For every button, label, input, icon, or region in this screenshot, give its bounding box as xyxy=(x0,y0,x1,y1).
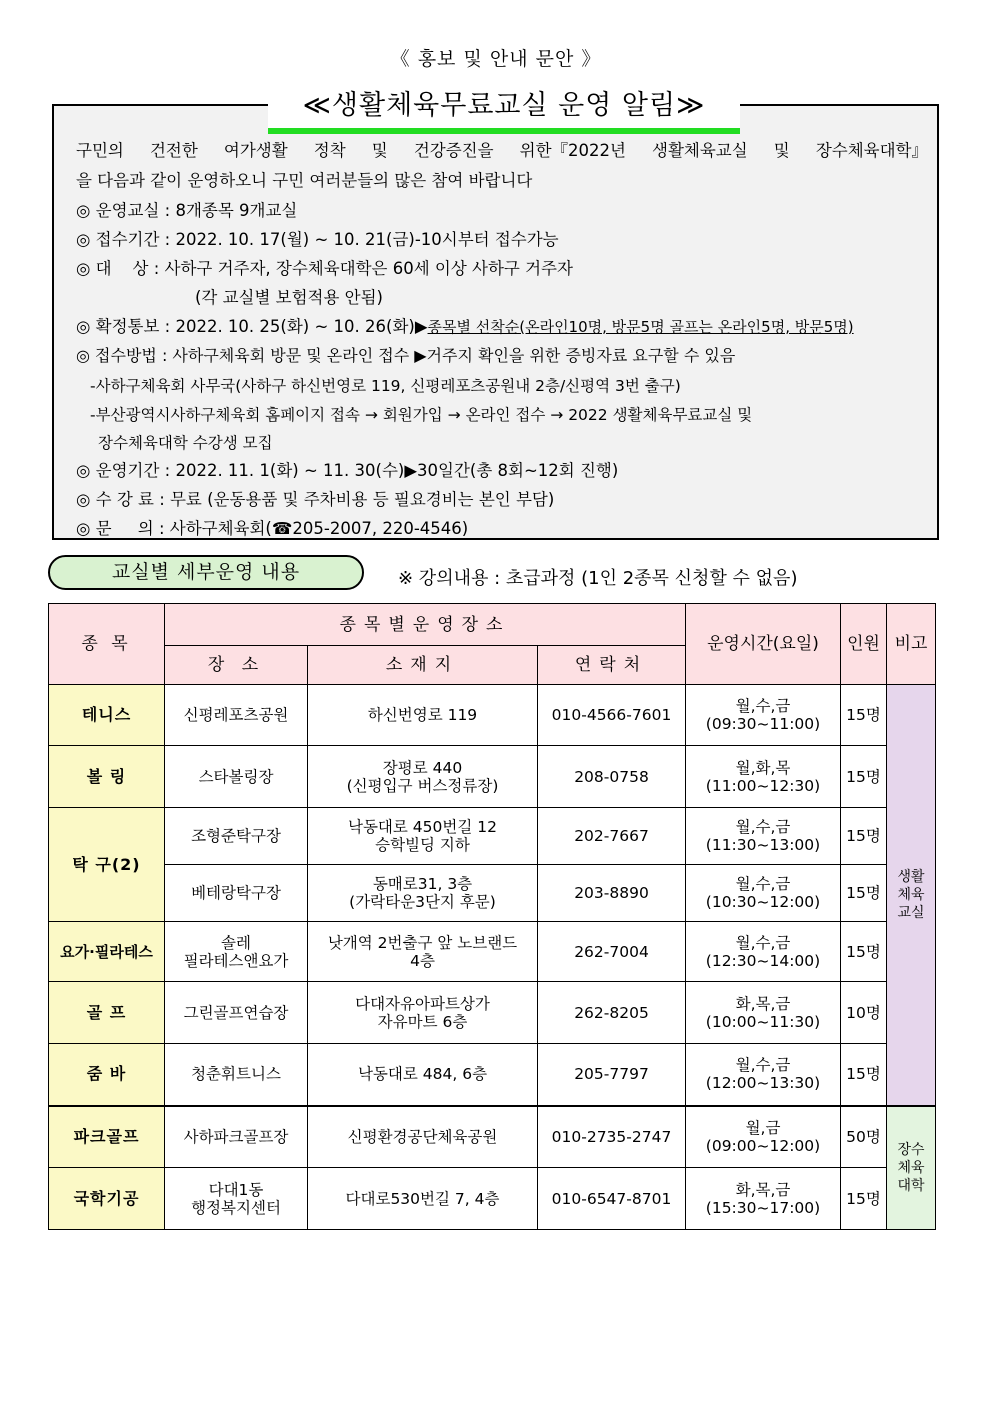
notice-confirm-dates: ◎ 확정통보 : 2022. 10. 25(화) ~ 10. 26(화)▶ xyxy=(76,317,428,336)
main-title: ≪생활체육무료교실 운영 알림≫ xyxy=(302,90,706,121)
place-cell: 사하파크골프장 xyxy=(165,1106,308,1168)
intro-word: 및 xyxy=(773,141,790,160)
phone-cell: 205-7797 xyxy=(538,1044,686,1106)
notice-intro-line-2: 을 다음과 같이 운영하오니 구민 여러분들의 많은 참여 바랍니다 xyxy=(76,171,533,190)
intro-word: 여가생활 xyxy=(223,141,288,160)
address-cell: 하신번영로 119 xyxy=(308,685,538,746)
address-cell: 낙동대로 484, 6층 xyxy=(308,1044,538,1106)
notice-fee: ◎ 수 강 료 : 무료 (운동용품 및 주차비용 등 필요경비는 본인 부담) xyxy=(76,490,555,509)
header-capacity: 인원 xyxy=(841,604,887,685)
phone-cell: 010-2735-2747 xyxy=(538,1106,686,1168)
phone-cell: 010-6547-8701 xyxy=(538,1168,686,1230)
header-venue-group: 종목별운영장소 xyxy=(165,604,686,646)
intro-word: 위한『2022년 xyxy=(519,141,626,160)
place-cell: 청춘휘트니스 xyxy=(165,1044,308,1106)
phone-cell: 208-0758 xyxy=(538,746,686,808)
phone-cell: 203-8890 xyxy=(538,865,686,922)
capacity-cell: 15명 xyxy=(841,865,887,922)
address-cell: 장평로 440 (신평입구 버스정류장) xyxy=(308,746,538,808)
time-cell: 월,수,금 (11:30~13:00) xyxy=(686,808,841,865)
header-phone: 연락처 xyxy=(538,646,686,685)
notice-reception-period: ◎ 접수기간 : 2022. 10. 17(월) ~ 10. 21(금)-10시부터 접수가능 xyxy=(76,230,559,249)
phone-cell: 262-7004 xyxy=(538,922,686,982)
notice-confirm xyxy=(76,317,854,337)
sport-cell: 골 프 xyxy=(49,982,165,1044)
table-row xyxy=(49,808,936,865)
notice-method: ◎ 접수방법 : 사하구체육회 방문 및 온라인 접수 ▶거주지 확인을 위한 증빙자료 요구할 수 있음 xyxy=(76,346,736,365)
header-sport: 종 목 xyxy=(49,604,165,685)
address-cell: 신평환경공단체육공원 xyxy=(308,1106,538,1168)
intro-word: 구민의 xyxy=(76,141,124,160)
time-cell: 월,금 (09:00~12:00) xyxy=(686,1106,841,1168)
header-address: 소재지 xyxy=(308,646,538,685)
section-note: ※ 강의내용 : 초급과정 (1인 2종목 신청할 수 없음) xyxy=(398,568,798,589)
capacity-cell: 15명 xyxy=(841,808,887,865)
page-top-title: 《 홍보 및 안내 문안 》 xyxy=(390,48,602,70)
section-title-pill: 교실별 세부운영 내용 xyxy=(48,555,364,590)
sport-cell: 테니스 xyxy=(49,685,165,746)
place-cell: 조형준탁구장 xyxy=(165,808,308,865)
capacity-cell: 10명 xyxy=(841,982,887,1044)
capacity-cell: 50명 xyxy=(841,1106,887,1168)
phone-cell: 202-7667 xyxy=(538,808,686,865)
table-row xyxy=(49,746,936,808)
sport-cell: 요가·필라테스 xyxy=(49,922,165,982)
time-cell: 월,수,금 (10:30~12:00) xyxy=(686,865,841,922)
sport-cell: 국학기공 xyxy=(49,1168,165,1230)
time-cell: 월,화,목 (11:00~12:30) xyxy=(686,746,841,808)
address-cell: 다대로530번길 7, 4층 xyxy=(308,1168,538,1230)
table-row xyxy=(49,685,936,746)
note-cell-senior-college: 장수 체육 대학 xyxy=(887,1106,936,1230)
capacity-cell: 15명 xyxy=(841,746,887,808)
time-cell: 월,수,금 (09:30~11:00) xyxy=(686,685,841,746)
notice-classes: ◎ 운영교실 : 8개종목 9개교실 xyxy=(76,201,298,220)
header-note: 비고 xyxy=(887,604,936,685)
intro-word: 건전한 xyxy=(149,141,198,160)
table-row xyxy=(49,1106,936,1168)
address-cell: 다대자유아파트상가 자유마트 6층 xyxy=(308,982,538,1044)
place-cell: 신평레포츠공원 xyxy=(165,685,308,746)
intro-word: 생활체육교실 xyxy=(652,141,748,160)
sport-cell: 줌 바 xyxy=(49,1044,165,1106)
table-row xyxy=(49,1044,936,1106)
schedule-table xyxy=(48,603,936,1230)
intro-word: 장수체육대학』 xyxy=(815,141,928,160)
header-time: 운영시간(요일) xyxy=(686,604,841,685)
notice-intro-line-1 xyxy=(76,141,928,161)
time-cell: 월,수,금 (12:00~13:30) xyxy=(686,1044,841,1106)
header-place: 장 소 xyxy=(165,646,308,685)
capacity-cell: 15명 xyxy=(841,1044,887,1106)
notice-target-sub: (각 교실별 보험적용 안됨) xyxy=(195,288,383,307)
capacity-cell: 15명 xyxy=(841,685,887,746)
notice-confirm-detail: 종목별 선착순(온라인10명, 방문5명 골프는 온라인5명, 방문5명) xyxy=(427,318,854,336)
time-cell: 월,수,금 (12:30~14:00) xyxy=(686,922,841,982)
table-row xyxy=(49,922,936,982)
title-underline-bar xyxy=(268,128,740,134)
table-row xyxy=(49,1168,936,1230)
intro-word: 및 xyxy=(371,141,388,160)
phone-cell: 262-8205 xyxy=(538,982,686,1044)
time-cell: 화,목,금 (15:30~17:00) xyxy=(686,1168,841,1230)
time-cell: 화,목,금 (10:00~11:30) xyxy=(686,982,841,1044)
notice-target: ◎ 대 상 : 사하구 거주자, 장수체육대학은 60세 이상 사하구 거주자 xyxy=(76,259,573,278)
intro-word: 정착 xyxy=(313,141,346,160)
phone-cell: 010-4566-7601 xyxy=(538,685,686,746)
sport-cell: 볼 링 xyxy=(49,746,165,808)
sport-cell: 탁 구(2) xyxy=(49,808,165,922)
note-cell-live-sports: 생활 체육 교실 xyxy=(887,685,936,1106)
notice-method-office: -사하구체육회 사무국(사하구 하신번영로 119, 신평레포츠공원내 2층/신평역 3번 출구) xyxy=(90,377,681,395)
place-cell: 베테랑탁구장 xyxy=(165,865,308,922)
notice-contact: ◎ 문 의 : 사하구체육회(☎205-2007, 220-4546) xyxy=(76,519,469,538)
address-cell: 낫개역 2번출구 앞 노브랜드 4층 xyxy=(308,922,538,982)
notice-method-online-cont: 장수체육대학 수강생 모집 xyxy=(98,434,273,452)
table-row xyxy=(49,865,936,922)
place-cell: 솔레 필라테스앤요가 xyxy=(165,922,308,982)
address-cell: 동매로31, 3층 (가락타운3단지 후문) xyxy=(308,865,538,922)
address-cell: 낙동대로 450번길 12 승학빌딩 지하 xyxy=(308,808,538,865)
notice-method-online: -부산광역시사하구체육회 홈페이지 접속 → 회원가입 → 온라인 접수 → 2022 생활체육무료교실 및 xyxy=(90,406,753,424)
intro-word: 건강증진을 xyxy=(413,141,494,160)
capacity-cell: 15명 xyxy=(841,922,887,982)
place-cell: 그린골프연습장 xyxy=(165,982,308,1044)
capacity-cell: 15명 xyxy=(841,1168,887,1230)
table-row xyxy=(49,982,936,1044)
place-cell: 스타볼링장 xyxy=(165,746,308,808)
sport-cell: 파크골프 xyxy=(49,1106,165,1168)
notice-run-period: ◎ 운영기간 : 2022. 11. 1(화) ~ 11. 30(수)▶30일간(총 8회~12회 진행) xyxy=(76,461,619,480)
place-cell: 다대1동 행정복지센터 xyxy=(165,1168,308,1230)
